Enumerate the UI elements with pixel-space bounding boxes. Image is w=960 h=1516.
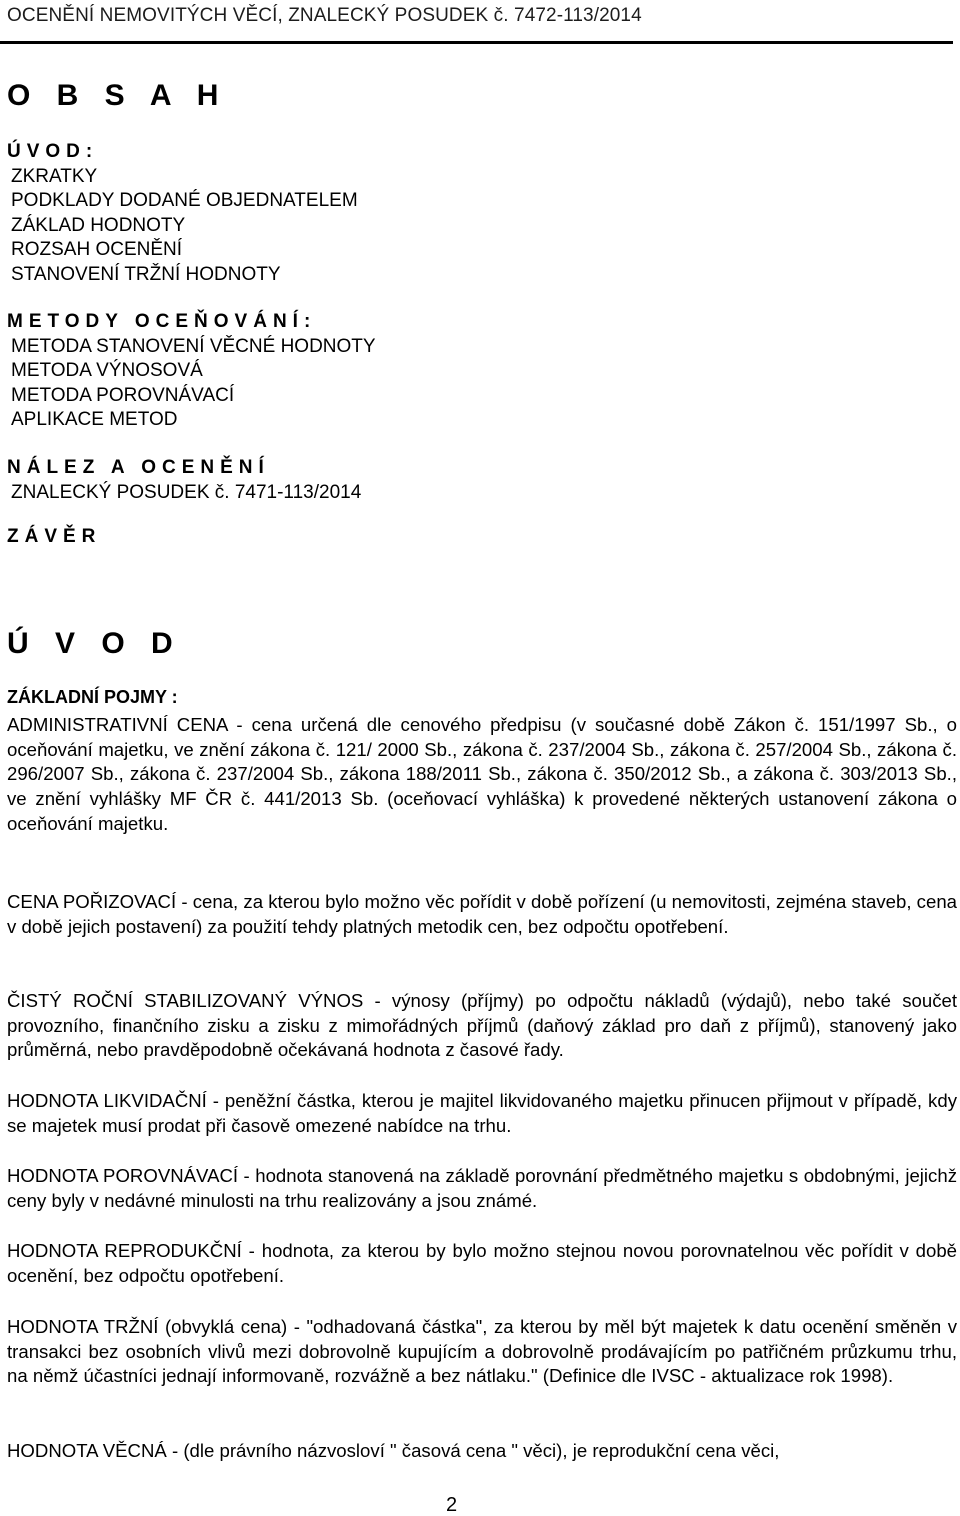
toc-item: ZÁKLAD HODNOTY [11,214,186,236]
toc-item: APLIKACE METOD [11,409,178,430]
definition-paragraph: HODNOTA POROVNÁVACÍ - hodnota stanovená na základě porovnání předmětného majetku s obdobnými, jejichž ceny byly v nedávné minulosti na trhu realizovány a jsou známé. [7,1165,957,1211]
definition-paragraph: CENA POŘIZOVACÍ - cena, za kterou bylo možno věc pořídit v době pořízení (u nemovitosti, zejména staveb, cena v době jejich postavení) za použití tehdy platných metodik cen, bez odpočtu opotřebení. [7,891,957,937]
header-divider [0,41,953,44]
basic-terms-heading: ZÁKLADNÍ POJMY : [7,687,178,707]
section-title-uvod: Ú V O D [7,627,182,660]
toc-item: PODKLADY DODANÉ OBJEDNATELEM [11,190,358,211]
toc-heading: ÚVOD: [7,141,99,162]
toc-item: STANOVENÍ TRŽNÍ HODNOTY [11,263,281,285]
definition-paragraph: HODNOTA REPRODUKČNÍ - hodnota, za kterou by bylo možno stejnou novou porovnatelnou věc pořídit v době ocenění, bez odpočtu opotřebení. [7,1240,957,1286]
toc-item: ROZSAH OCENĚNÍ [11,239,183,260]
definition-paragraph: HODNOTA LIKVIDAČNÍ - peněžní částka, kterou je majitel likvidovaného majetku přinucen přijmout v případě, kdy se majetek musí prodat při časově omezené nabídce na trhu. [7,1090,957,1136]
toc-section-nalez [7,456,907,505]
definition-paragraph: HODNOTA VĚCNÁ - (dle právního názvosloví " časová cena " věci), je reprodukční cena věci, [7,1440,780,1461]
toc-heading: ZÁVĚR [7,526,102,547]
toc-title: O B S A H [7,79,228,112]
toc-item: ZKRATKY [11,165,98,187]
toc-item: ZNALECKÝ POSUDEK č. 7471-113/2014 [11,481,362,503]
toc-heading: NÁLEZ A OCENĚNÍ [7,457,270,478]
toc-section-uvod [7,140,907,287]
toc-item: METODA POROVNÁVACÍ [11,384,235,406]
toc-item: METODA STANOVENÍ VĚCNÉ HODNOTY [11,335,376,357]
page-number: 2 [445,1494,458,1516]
definition-paragraph: ADMINISTRATIVNÍ CENA - cena určená dle cenového předpisu (v současné době Zákon č. 151/1997 Sb., o oceňování majetku, ve znění zákona č. 121/ 2000 Sb., zákona č. 237/2004 Sb., zákona č. 257/2004 Sb., zákona č. 296/2007 Sb., zákona č. 237/2004 Sb., zákona 188/2011 Sb., zákona č. 350/2012 Sb., a zákona č. 303/2013 Sb., ve znění vyhlášky MF ČR č. 441/2013 Sb. (oceňovací vyhláška) k provedené některých ustanovení zákona o oceňování majetku. [7,714,957,834]
toc-heading: METODY OCEŇOVÁNÍ: [7,311,317,332]
toc-section-zaver [7,525,907,550]
definition-paragraph: ČISTÝ ROČNÍ STABILIZOVANÝ VÝNOS - výnosy (příjmy) po odpočtu nákladů (výdajů), nebo také součet provozního, finančního zisku a zisku z mimořádných příjmů (daňový základ pro daň z příjmů), stanovený jako průměrná, nebo pravděpodobně očekávaná hodnota z časové řady. [7,990,957,1061]
definition-paragraph: HODNOTA TRŽNÍ (obvyklá cena) - "odhadovaná částka", za kterou by měl být majetek k datu ocenění směněn v transakci bez osobních vlivů mezi dobrovolně kupujícím a dobrovolně prodávajícím po patřičném průzkumu trhu, na němž účastníci jednají informovaně, rozvážně a bez nátlaku." (Definice dle IVSC - aktualizace rok 1998). [7,1316,957,1387]
toc-item: METODA VÝNOSOVÁ [11,360,203,381]
document-header: OCENĚNÍ NEMOVITÝCH VĚCÍ, ZNALECKÝ POSUDEK č. 7472-113/2014 [7,5,642,26]
toc-section-metody [7,310,907,433]
